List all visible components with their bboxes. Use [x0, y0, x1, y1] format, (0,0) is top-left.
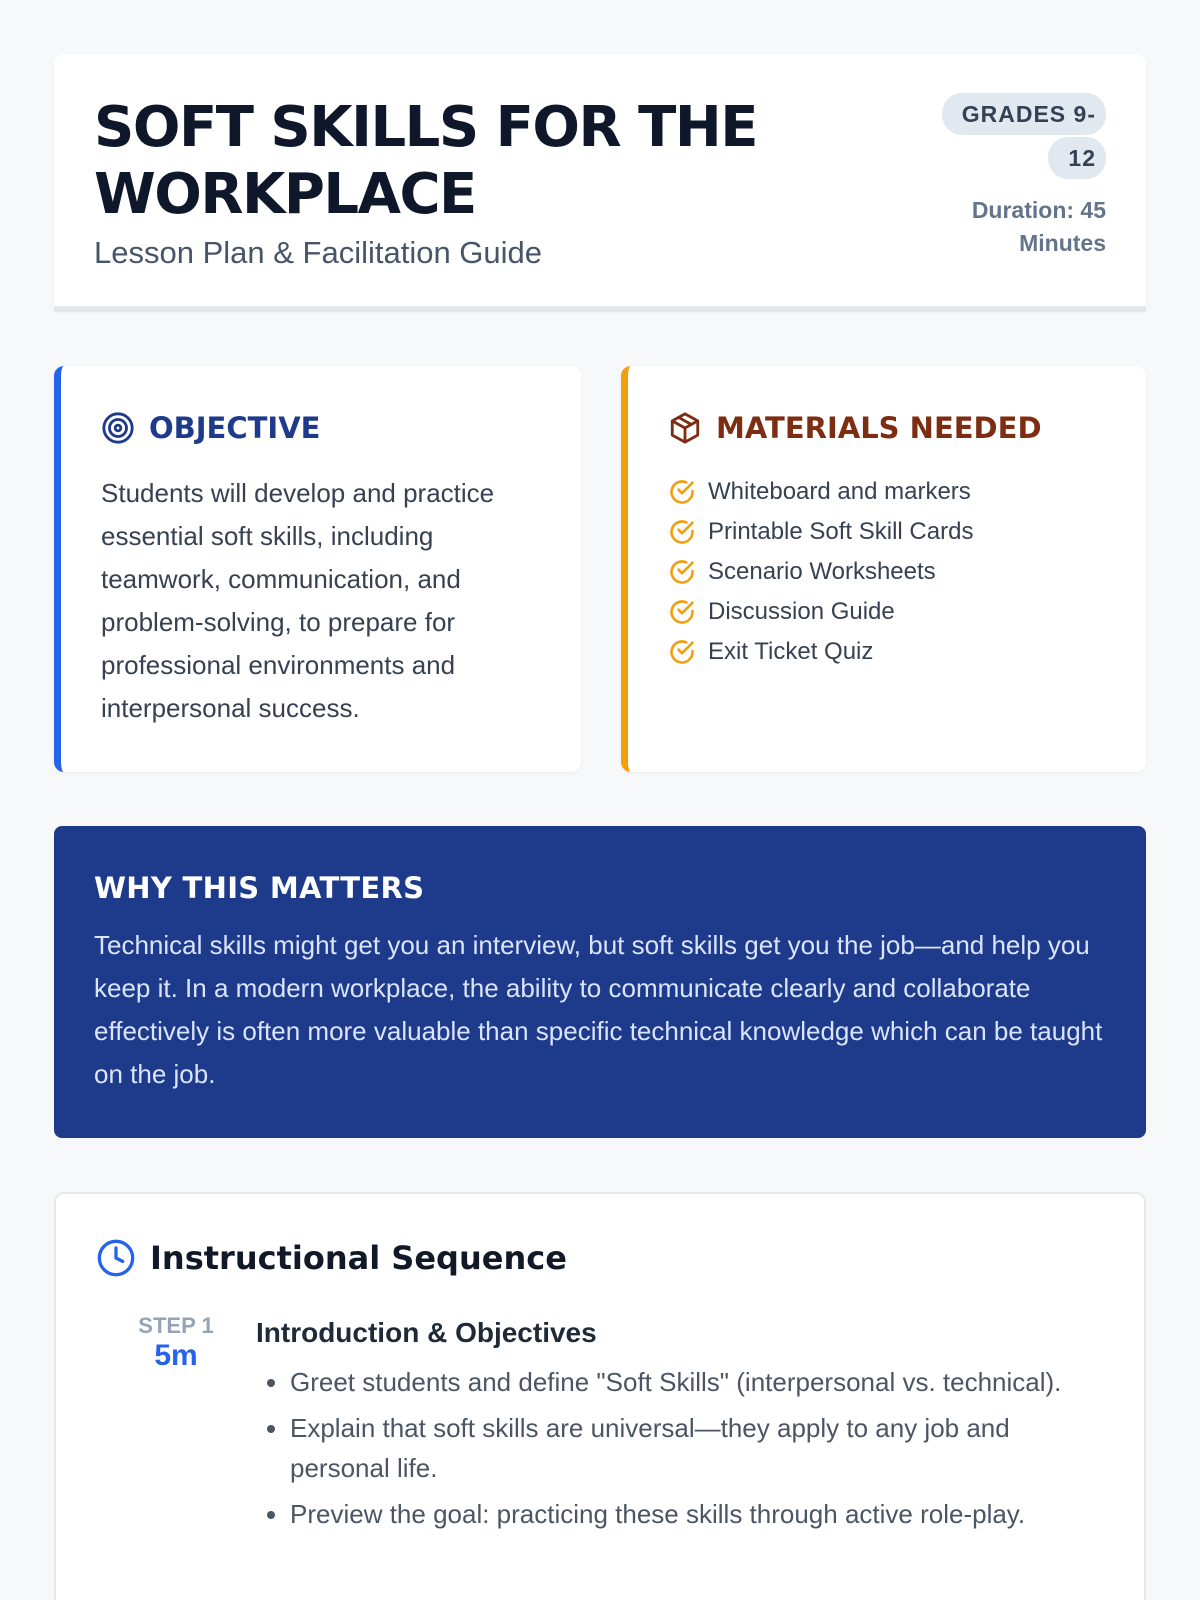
header-card [54, 54, 1146, 312]
why-title: WHY THIS MATTERS [94, 871, 425, 905]
check-circle-icon [668, 638, 696, 666]
step-duration: 5m [154, 1339, 198, 1372]
grade-badge: GRADES 9-12 [942, 93, 1106, 179]
clock-icon [96, 1238, 136, 1278]
materials-heading-row [668, 408, 1106, 448]
check-circle-icon [668, 478, 696, 506]
sequence-step [96, 1312, 1104, 1540]
instructional-sequence-card [54, 1192, 1146, 1600]
materials-card [621, 366, 1146, 772]
package-icon [668, 411, 702, 445]
step-label: STEP 1 [138, 1313, 214, 1338]
sequence-heading: Instructional Sequence [150, 1239, 567, 1277]
check-circle-icon [668, 598, 696, 626]
page-title: SOFT SKILLS FOR THE WORKPLACE [94, 95, 757, 227]
target-icon [101, 411, 135, 445]
step-title: Introduction & Objectives [256, 1317, 597, 1348]
list-item: • Explain that soft skills are universal—they apply to any job and personal life. [290, 1408, 1104, 1488]
header-meta [936, 94, 1106, 260]
list-item [668, 592, 1106, 632]
objective-heading-row [101, 408, 541, 448]
materials-heading: MATERIALS NEEDED [716, 411, 1042, 445]
material-item-label: Discussion Guide [708, 598, 895, 625]
materials-list [668, 472, 1106, 672]
sequence-heading-row [96, 1236, 1104, 1280]
list-item [668, 552, 1106, 592]
step-meta [96, 1312, 256, 1540]
why-text: Technical skills might get you an interview, but soft skills get you the job—and help you keep it. In a modern workplace, the ability to communicate clearly and collaborate effectively is often more valuable than specific technical knowledge which can be taught on the job. [94, 930, 1103, 1089]
why-this-matters-card [54, 826, 1146, 1138]
info-columns [54, 366, 1146, 772]
duration-label: Duration: 45 Minutes [971, 197, 1106, 256]
step-points [256, 1362, 1104, 1534]
objective-heading: OBJECTIVE [149, 411, 321, 445]
objective-card [54, 366, 581, 772]
page-subtitle: Lesson Plan & Facilitation Guide [94, 235, 543, 270]
material-item-label: Scenario Worksheets [708, 558, 936, 585]
list-item [668, 512, 1106, 552]
step-body [256, 1312, 1104, 1540]
list-item: • Greet students and define "Soft Skills" (interpersonal vs. technical). [290, 1362, 1104, 1402]
material-item-label: Whiteboard and markers [708, 478, 971, 505]
list-item [668, 472, 1106, 512]
material-item-label: Exit Ticket Quiz [708, 638, 874, 665]
list-item [668, 632, 1106, 672]
check-circle-icon [668, 558, 696, 586]
objective-text: Students will develop and practice essential soft skills, including teamwork, communication, and problem-solving, to prepare for professional environments and interpersonal success. [101, 478, 495, 723]
material-item-label: Printable Soft Skill Cards [708, 518, 974, 545]
check-circle-icon [668, 518, 696, 546]
list-item: • Preview the goal: practicing these skills through active role-play. [290, 1494, 1104, 1534]
